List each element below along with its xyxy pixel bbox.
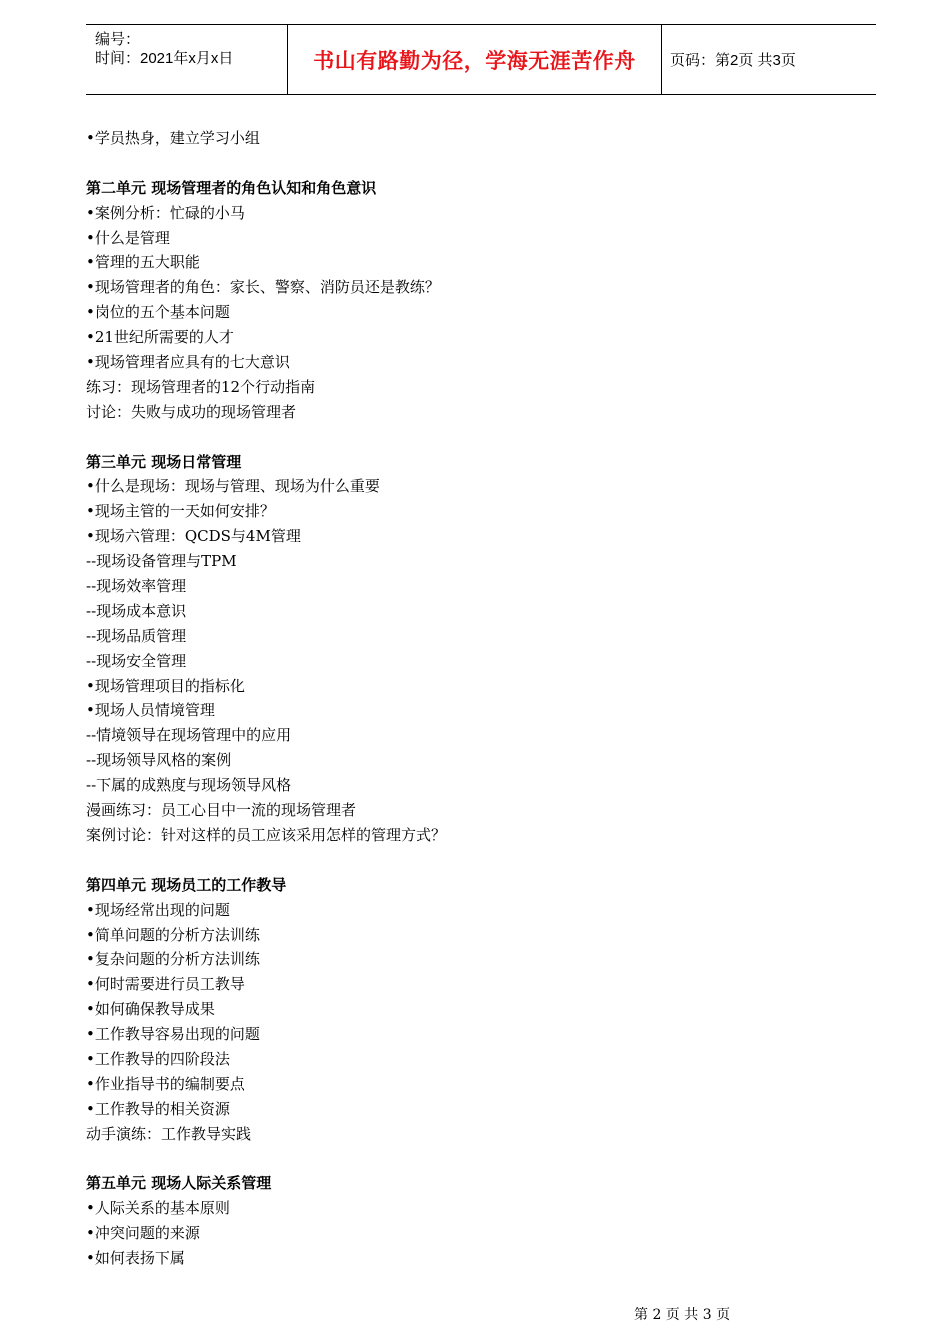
spacer — [86, 151, 876, 176]
list-item: •如何确保教导成果 — [86, 1000, 215, 1019]
list-item: •如何表扬下属 — [86, 1249, 185, 1268]
header-number-label: 编号： — [95, 31, 141, 48]
section-title: 第二单元 现场管理者的角色认知和角色意识 — [86, 178, 377, 197]
list-item: •复杂问题的分析方法训练 — [86, 950, 260, 969]
list-item: --下属的成熟度与现场领导风格 — [86, 776, 292, 795]
header-left-cell — [86, 25, 287, 94]
list-item: •现场管理者的角色：家长、警察、消防员还是教练？ — [86, 278, 440, 297]
list-item: --现场领导风格的案例 — [86, 751, 232, 770]
section-unit-3 — [86, 450, 876, 848]
spacer — [86, 848, 876, 873]
list-item: •工作教导的四阶段法 — [86, 1049, 230, 1068]
list-item: --现场安全管理 — [86, 651, 187, 670]
list-item: •冲突问题的来源 — [86, 1224, 200, 1243]
section-title: 第四单元 现场员工的工作教导 — [86, 875, 287, 894]
list-item: •案例分析：忙碌的小马 — [86, 203, 245, 222]
list-item: •作业指导书的编制要点 — [86, 1074, 245, 1093]
list-item: •工作教导的相关资源 — [86, 1099, 230, 1118]
list-item: 练习：现场管理者的12个行动指南 — [86, 377, 316, 396]
section-title: 第五单元 现场人际关系管理 — [86, 1174, 272, 1193]
header-motto-cell — [287, 25, 662, 94]
list-item: 漫画练习：员工心目中一流的现场管理者 — [86, 801, 357, 820]
list-item: •现场经常出现的问题 — [86, 900, 230, 919]
section-title: 第三单元 现场日常管理 — [86, 452, 242, 471]
list-item: •什么是现场：现场与管理、现场为什么重要 — [86, 477, 380, 496]
header-page-cell — [661, 25, 876, 94]
list-item: •什么是管理 — [86, 228, 170, 247]
header-time-label: 时间：2021年x月x日 — [95, 50, 234, 67]
list-item: •现场人员情境管理 — [86, 701, 215, 720]
document-body — [86, 126, 876, 1271]
list-item: •简单问题的分析方法训练 — [86, 925, 260, 944]
section-unit-2 — [86, 176, 876, 425]
list-item: •管理的五大职能 — [86, 253, 200, 272]
list-item: •何时需要进行员工教导 — [86, 975, 245, 994]
list-item: --情境领导在现场管理中的应用 — [86, 726, 292, 745]
list-item: 动手演练：工作教导实践 — [86, 1124, 252, 1143]
list-item: 讨论：失败与成功的现场管理者 — [86, 402, 297, 421]
list-item: 案例讨论：针对这样的员工应该采用怎样的管理方式？ — [86, 825, 447, 844]
spacer — [86, 1147, 876, 1172]
list-item: --现场设备管理与TPM — [86, 552, 237, 571]
page-footer: 第 2 页 共 3 页 — [634, 1307, 731, 1323]
list-item: --现场品质管理 — [86, 626, 187, 645]
list-item: •现场主管的一天如何安排？ — [86, 502, 275, 521]
intro-line: •学员热身，建立学习小组 — [86, 129, 260, 147]
list-item: •21世纪所需要的人才 — [86, 328, 234, 347]
list-item: •现场管理者应具有的七大意识 — [86, 353, 290, 372]
header-page-label: 页码：第2页 共3页 — [670, 52, 796, 69]
list-item: •工作教导容易出现的问题 — [86, 1025, 260, 1044]
list-item: •岗位的五个基本问题 — [86, 303, 230, 322]
header-motto: 书山有路勤为径，学海无涯苦作舟 — [313, 48, 636, 73]
list-item: •人际关系的基本原则 — [86, 1199, 230, 1218]
section-unit-4 — [86, 873, 876, 1147]
list-item: --现场成本意识 — [86, 601, 187, 620]
spacer — [86, 425, 876, 450]
section-unit-5 — [86, 1171, 876, 1271]
list-item: --现场效率管理 — [86, 577, 187, 596]
list-item: •现场六管理：QCDS与4M管理 — [86, 527, 301, 546]
page-header — [86, 24, 876, 95]
list-item: •现场管理项目的指标化 — [86, 676, 245, 695]
